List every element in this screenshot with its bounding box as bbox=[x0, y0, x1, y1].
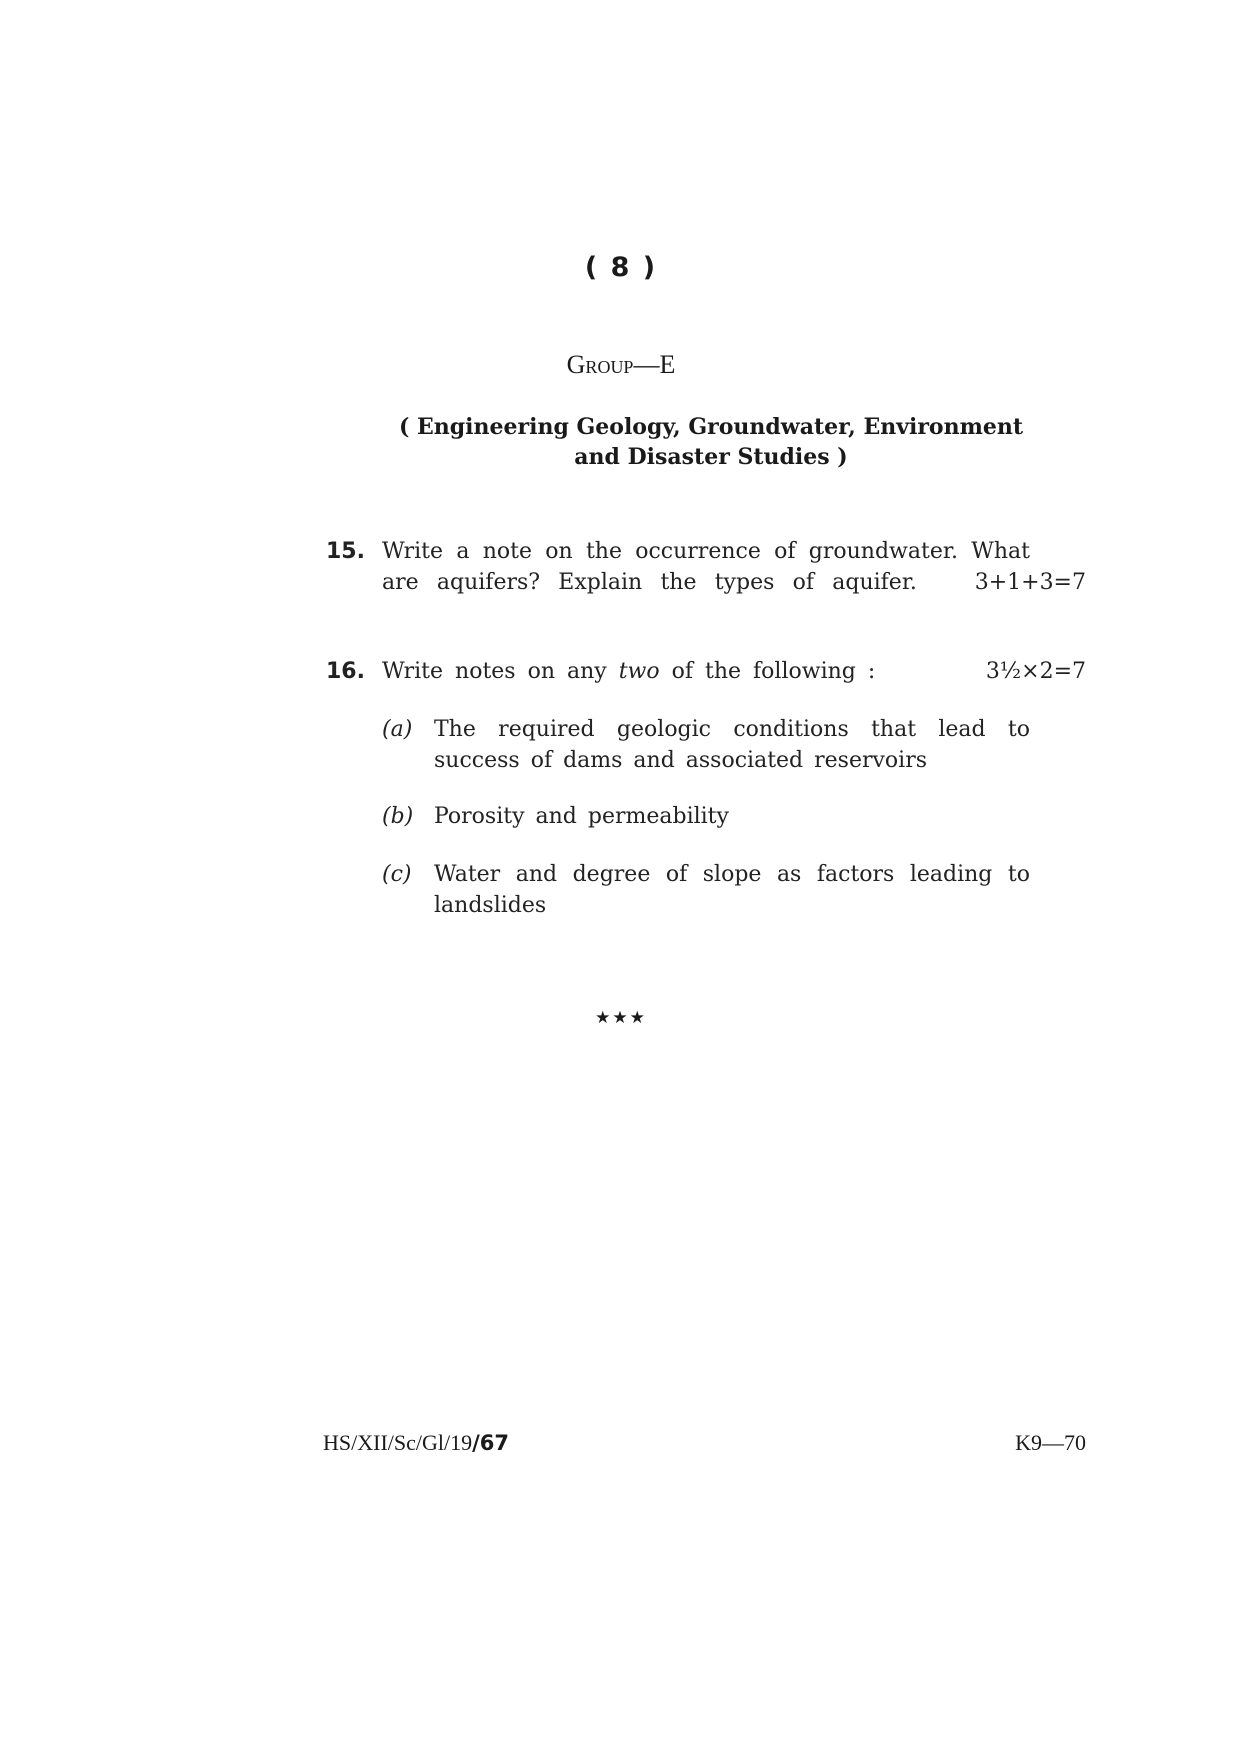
end-of-paper-stars: ★★★ bbox=[595, 1008, 647, 1028]
sub-item-a bbox=[382, 714, 1030, 776]
question-number: 15. bbox=[326, 539, 365, 564]
sub-item-text bbox=[434, 714, 1030, 776]
sub-item-label: (c) bbox=[382, 862, 412, 887]
word: occurrence bbox=[635, 539, 761, 564]
word: aquifer. bbox=[832, 570, 917, 595]
question-intro bbox=[382, 656, 1086, 687]
page-number: ( 8 ) bbox=[584, 252, 658, 283]
question-intro-text bbox=[382, 656, 875, 687]
word: a bbox=[456, 539, 470, 564]
sub-item-label: (a) bbox=[382, 717, 413, 742]
group-subtitle bbox=[371, 412, 1051, 472]
sub-item-line: success of dams and associated reservoirs bbox=[434, 748, 928, 773]
question-line-1 bbox=[382, 536, 1030, 567]
sub-item-label: (b) bbox=[382, 804, 414, 829]
question-body bbox=[382, 656, 1086, 687]
word: Write bbox=[382, 539, 444, 564]
question-body bbox=[382, 536, 1086, 598]
question-marks: 3+1+3=7 bbox=[974, 570, 1086, 595]
intro-after: of the following : bbox=[671, 659, 876, 684]
word: groundwater. bbox=[808, 539, 958, 564]
question-marks: 3½×2=7 bbox=[985, 659, 1086, 684]
question-15 bbox=[326, 536, 1086, 606]
group-subtitle-line-2: and Disaster Studies ) bbox=[574, 444, 848, 470]
group-subtitle-line-1: ( Engineering Geology, Groundwater, Environment bbox=[398, 414, 1024, 440]
sub-item-line: Porosity and permeability bbox=[434, 804, 729, 829]
sub-item-line: Water and degree of slope as factors leading to bbox=[434, 862, 1030, 887]
footer-print-code: K9—70 bbox=[1015, 1430, 1086, 1455]
word: on bbox=[545, 539, 573, 564]
word: the bbox=[660, 570, 697, 595]
paper-code-regular: HS/XII/Sc/Gl/19 bbox=[323, 1430, 473, 1455]
sub-item-b bbox=[382, 801, 1030, 832]
question-16 bbox=[326, 656, 1086, 936]
question-number: 16. bbox=[326, 659, 365, 684]
word: Explain bbox=[558, 570, 643, 595]
question-line-2 bbox=[382, 567, 1086, 598]
intro-emphasis: two bbox=[618, 659, 660, 684]
sub-item-text bbox=[434, 859, 1030, 921]
paper-code-bold: /67 bbox=[472, 1431, 510, 1455]
group-heading: Group—E bbox=[566, 350, 676, 379]
word: aquifers? bbox=[436, 570, 541, 595]
intro-before: Write notes on any bbox=[382, 659, 607, 684]
sub-item-text bbox=[434, 801, 1030, 832]
word: types bbox=[714, 570, 775, 595]
word: What bbox=[971, 539, 1030, 564]
sub-item-line: The required geologic conditions that lead to bbox=[434, 717, 1030, 742]
word: note bbox=[482, 539, 532, 564]
sub-item-line: landslides bbox=[434, 893, 547, 918]
footer-paper-code bbox=[323, 1430, 509, 1456]
word: of bbox=[774, 539, 796, 564]
sub-item-c bbox=[382, 859, 1030, 921]
word: of bbox=[792, 570, 815, 595]
word: the bbox=[585, 539, 622, 564]
word: are bbox=[382, 570, 419, 595]
